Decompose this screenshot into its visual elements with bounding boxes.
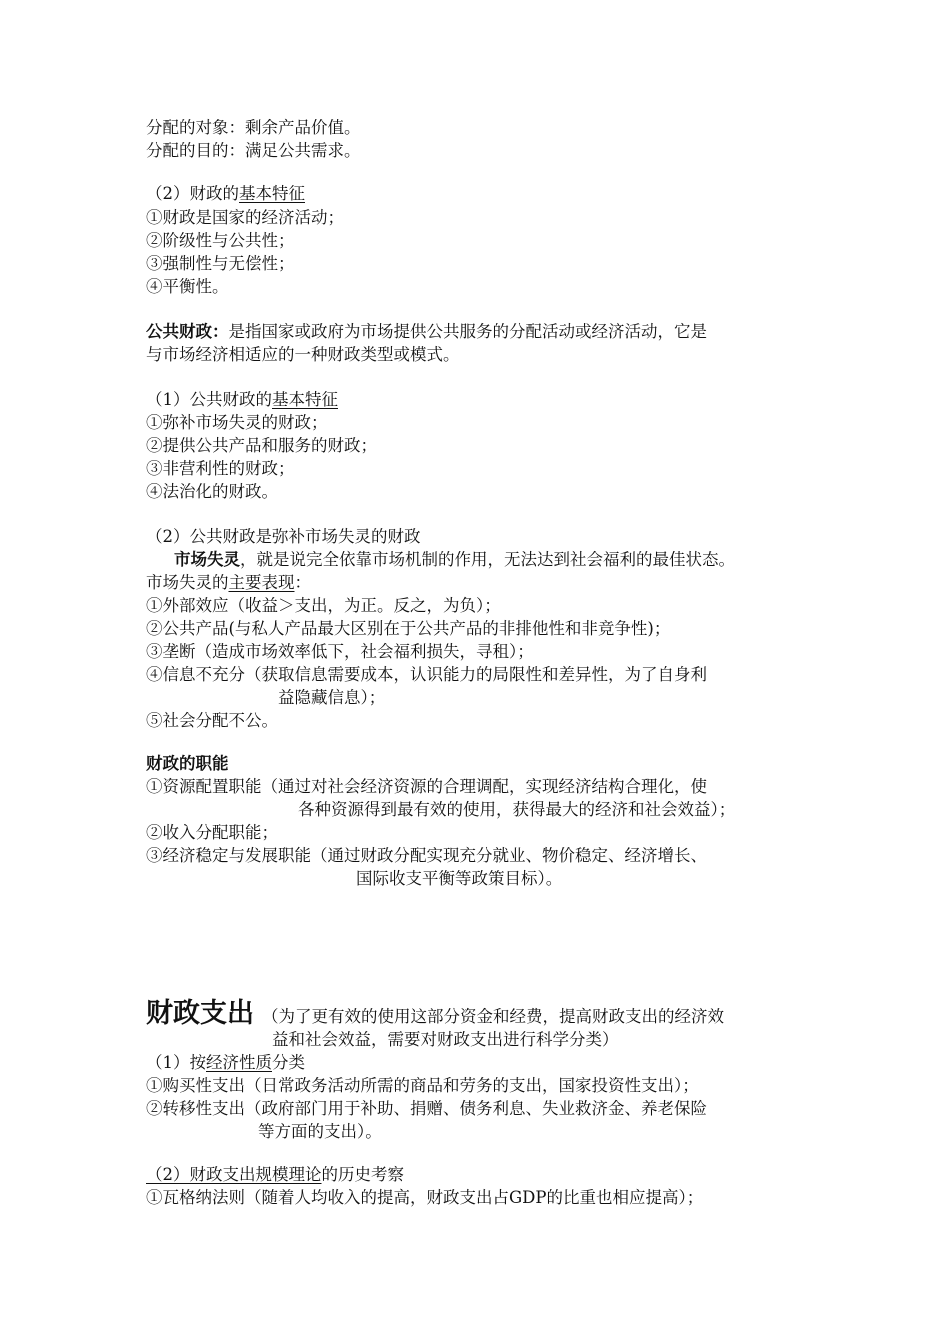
term-market-failure: 市场失灵 — [174, 550, 240, 569]
list-item: ①资源配置职能（通过对社会经济资源的合理调配，实现经济结构合理化，使 — [146, 777, 707, 796]
definition-text: ，就是说完全依靠市场机制的作用，无法达到社会福利的最佳状态。 — [240, 550, 735, 569]
definition-paragraph — [174, 548, 735, 571]
list-item: ④法治化的财政。 — [146, 482, 278, 501]
list-item: ②公共产品(与私人产品最大区别在于公共产品的非排他性和非竞争性)； — [146, 619, 671, 638]
list-item: ②收入分配职能； — [146, 823, 278, 842]
list-item: ③非营利性的财政； — [146, 459, 295, 478]
heading-prefix: （1）公共财政的 — [146, 390, 272, 409]
list-item: ①外部效应（收益＞支出，为正。反之，为负）； — [146, 596, 501, 615]
subheading-suffix: ： — [294, 573, 311, 592]
list-item-continuation: 等方面的支出）。 — [258, 1122, 382, 1141]
list-item: ②提供公共产品和服务的财政； — [146, 436, 377, 455]
section-heading — [146, 1163, 404, 1186]
chapter-title: 财政支出 — [146, 998, 254, 1029]
list-item-continuation: 国际收支平衡等政策目标）。 — [356, 869, 563, 888]
list-item: ②转移性支出（政府部门用于补助、捐赠、债务利息、失业救济金、养老保险 — [146, 1099, 707, 1118]
list-item-continuation: 各种资源得到最有效的使用，获得最大的经济和社会效益）； — [298, 800, 736, 819]
section-heading — [146, 182, 305, 205]
list-item: ②阶级性与公共性； — [146, 231, 295, 250]
section-heading — [146, 1051, 305, 1074]
subheading — [146, 571, 311, 594]
list-item: ①弥补市场失灵的财政； — [146, 413, 328, 432]
subheading-prefix: 市场失灵的 — [146, 573, 229, 592]
list-item: ④平衡性。 — [146, 277, 229, 296]
section-heading — [146, 388, 338, 411]
subheading-underlined: 主要表现 — [228, 573, 295, 592]
section-title: 财政的职能 — [146, 754, 229, 773]
list-item-continuation: 益隐藏信息）； — [278, 688, 386, 707]
list-item: ③经济稳定与发展职能（通过财政分配实现充分就业、物价稳定、经济增长、 — [146, 846, 707, 865]
chapter-note: （为了更有效的使用这部分资金和经费，提高财政支出的经济效 — [262, 1007, 724, 1026]
heading-prefix: （1）按 — [146, 1053, 206, 1072]
heading-underlined: （2）财政支出规模理论 — [146, 1165, 322, 1184]
definition-text: 是指国家或政府为市场提供公共服务的分配活动或经济活动，它是 — [228, 322, 707, 341]
list-item: ③强制性与无偿性； — [146, 254, 295, 273]
list-item: ①购买性支出（日常政务活动所需的商品和劳务的支出，国家投资性支出）； — [146, 1076, 699, 1095]
text-line: 分配的目的：满足公共需求。 — [146, 141, 361, 160]
heading-underlined: 经济性质 — [206, 1053, 272, 1072]
term-public-finance: 公共财政： — [146, 322, 229, 341]
text-line: 与市场经济相适应的一种财政类型或模式。 — [146, 345, 460, 364]
definition-paragraph — [146, 320, 707, 343]
heading-underlined: 基本特征 — [272, 390, 338, 409]
heading-prefix: （2）财政的 — [146, 184, 239, 203]
heading-suffix: 分类 — [272, 1053, 305, 1072]
text-line: 分配的对象：剩余产品价值。 — [146, 118, 361, 137]
heading-suffix: 的历史考察 — [321, 1165, 404, 1184]
list-item: ④信息不充分（获取信息需要成本，认识能力的局限性和差异性，为了自身利 — [146, 665, 707, 684]
list-item: ①瓦格纳法则（随着人均收入的提高，财政支出占GDP的比重也相应提高）； — [146, 1188, 704, 1207]
section-heading: （2）公共财政是弥补市场失灵的财政 — [146, 527, 421, 546]
list-item: ①财政是国家的经济活动； — [146, 208, 344, 227]
heading-underlined: 基本特征 — [239, 184, 305, 203]
chapter-note-continuation: 益和社会效益，需要对财政支出进行科学分类） — [272, 1030, 619, 1049]
list-item: ⑤社会分配不公。 — [146, 711, 278, 730]
list-item: ③垄断（造成市场效率低下，社会福利损失，寻租）； — [146, 642, 534, 661]
